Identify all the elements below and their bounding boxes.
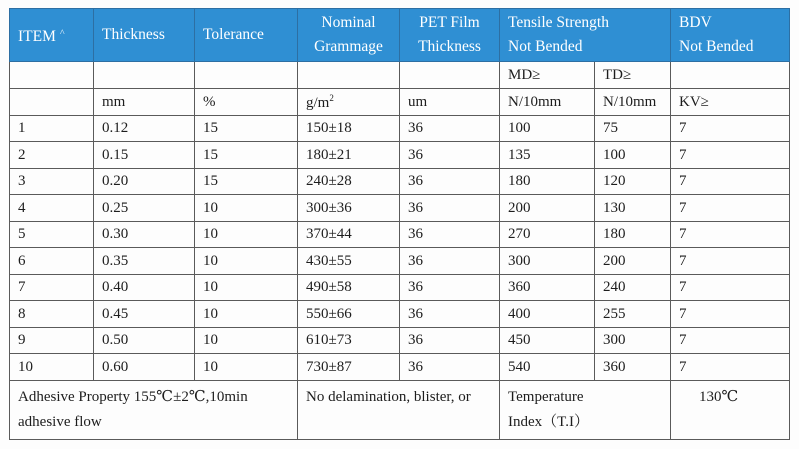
cell-pet: 36 <box>400 115 500 141</box>
cell-bdv: 7 <box>671 301 790 327</box>
cell-thickness: 0.35 <box>94 248 195 274</box>
footer-row <box>10 380 790 439</box>
table-row <box>10 301 790 327</box>
cell-grammage: 150±18 <box>298 115 400 141</box>
cell-pet: 36 <box>400 221 500 247</box>
table-row <box>10 221 790 247</box>
cell-grammage: 180±21 <box>298 142 400 168</box>
unit-grammage: $g/m^2$ <box>298 89 400 115</box>
cell-pet: 36 <box>400 354 500 380</box>
table-row <box>10 327 790 353</box>
cell-tolerance: 10 <box>195 195 298 221</box>
unit-pet: um <box>400 89 500 115</box>
cell-md: 450 <box>500 327 595 353</box>
cell-item: 1 <box>10 115 94 141</box>
subheader-blank <box>94 61 195 89</box>
adhesive-property-result: No delamination, blister, or <box>298 380 500 439</box>
temperature-index-value: 130℃ <box>671 380 790 439</box>
cell-td: 100 <box>595 142 671 168</box>
cell-bdv: 7 <box>671 115 790 141</box>
cell-bdv: 7 <box>671 168 790 194</box>
unit-bdv: KV≥ <box>671 89 790 115</box>
cell-item: 4 <box>10 195 94 221</box>
header-tolerance: Tolerance <box>195 9 298 62</box>
cell-tolerance: 15 <box>195 115 298 141</box>
cell-grammage: 610±73 <box>298 327 400 353</box>
cell-pet: 36 <box>400 195 500 221</box>
cell-tolerance: 10 <box>195 274 298 300</box>
subheader-blank <box>671 61 790 89</box>
specification-table <box>9 8 790 440</box>
unit-thickness: mm <box>94 89 195 115</box>
header-thickness: Thickness <box>94 9 195 62</box>
cell-tolerance: 10 <box>195 221 298 247</box>
header-tensile-strength: Tensile Strength Not Bended <box>500 9 671 62</box>
table-row <box>10 142 790 168</box>
cell-pet: 36 <box>400 274 500 300</box>
cell-thickness: 0.60 <box>94 354 195 380</box>
table-row <box>10 168 790 194</box>
cell-thickness: 0.20 <box>94 168 195 194</box>
cell-bdv: 7 <box>671 274 790 300</box>
cell-td: 360 <box>595 354 671 380</box>
header-grammage: Nominal Grammage <box>298 9 400 62</box>
cell-grammage: 370±44 <box>298 221 400 247</box>
cell-tolerance: 10 <box>195 327 298 353</box>
cell-item: 8 <box>10 301 94 327</box>
cell-thickness: 0.25 <box>94 195 195 221</box>
table-row <box>10 248 790 274</box>
subheader-blank <box>298 61 400 89</box>
units-row <box>10 89 790 115</box>
unit-md: N/10mm <box>500 89 595 115</box>
cell-tolerance: 15 <box>195 168 298 194</box>
cell-td: 130 <box>595 195 671 221</box>
cell-grammage: 550±66 <box>298 301 400 327</box>
cell-pet: 36 <box>400 142 500 168</box>
cell-grammage: 730±87 <box>298 354 400 380</box>
cell-item: 9 <box>10 327 94 353</box>
unit-td: N/10mm <box>595 89 671 115</box>
cell-md: 300 <box>500 248 595 274</box>
cell-grammage: 490±58 <box>298 274 400 300</box>
table-row <box>10 115 790 141</box>
subheader-row <box>10 61 790 89</box>
cell-bdv: 7 <box>671 221 790 247</box>
cell-grammage: 240±28 <box>298 168 400 194</box>
subheader-blank <box>400 61 500 89</box>
cell-pet: 36 <box>400 327 500 353</box>
header-item: ITEM ˄ <box>10 9 94 62</box>
cell-md: 100 <box>500 115 595 141</box>
cell-pet: 36 <box>400 168 500 194</box>
cell-td: 75 <box>595 115 671 141</box>
cell-pet: 36 <box>400 248 500 274</box>
table-row <box>10 195 790 221</box>
cell-bdv: 7 <box>671 195 790 221</box>
cell-item: 5 <box>10 221 94 247</box>
cell-md: 400 <box>500 301 595 327</box>
adhesive-property-label: Adhesive Property 155℃±2℃,10min adhesive flow <box>10 380 298 439</box>
cell-md: 180 <box>500 168 595 194</box>
cell-md: 360 <box>500 274 595 300</box>
cell-md: 200 <box>500 195 595 221</box>
header-bdv: BDV Not Bended <box>671 9 790 62</box>
header-row <box>10 9 790 62</box>
cell-thickness: 0.12 <box>94 115 195 141</box>
cell-tolerance: 10 <box>195 248 298 274</box>
cell-tolerance: 15 <box>195 142 298 168</box>
cell-grammage: 300±36 <box>298 195 400 221</box>
cell-td: 120 <box>595 168 671 194</box>
cell-td: 255 <box>595 301 671 327</box>
cell-item: 3 <box>10 168 94 194</box>
subheader-item-blank <box>10 61 94 89</box>
units-item-blank <box>10 89 94 115</box>
header-pet-thickness: PET Film Thickness <box>400 9 500 62</box>
subheader-td: TD≥ <box>595 61 671 89</box>
cell-thickness: 0.50 <box>94 327 195 353</box>
cell-grammage: 430±55 <box>298 248 400 274</box>
cell-td: 180 <box>595 221 671 247</box>
cell-md: 135 <box>500 142 595 168</box>
cell-bdv: 7 <box>671 327 790 353</box>
cell-bdv: 7 <box>671 354 790 380</box>
cell-thickness: 0.40 <box>94 274 195 300</box>
cell-item: 10 <box>10 354 94 380</box>
cell-bdv: 7 <box>671 248 790 274</box>
table-row <box>10 274 790 300</box>
temperature-index-label: Temperature Index（T.I） <box>500 380 671 439</box>
cell-tolerance: 10 <box>195 301 298 327</box>
table-row <box>10 354 790 380</box>
cell-td: 300 <box>595 327 671 353</box>
cell-item: 6 <box>10 248 94 274</box>
cell-md: 540 <box>500 354 595 380</box>
cell-thickness: 0.15 <box>94 142 195 168</box>
cell-td: 240 <box>595 274 671 300</box>
cell-td: 200 <box>595 248 671 274</box>
cell-md: 270 <box>500 221 595 247</box>
cell-pet: 36 <box>400 301 500 327</box>
cell-thickness: 0.45 <box>94 301 195 327</box>
cell-item: 2 <box>10 142 94 168</box>
subheader-md: MD≥ <box>500 61 595 89</box>
unit-tolerance: % <box>195 89 298 115</box>
cell-tolerance: 10 <box>195 354 298 380</box>
subheader-blank <box>195 61 298 89</box>
cell-bdv: 7 <box>671 142 790 168</box>
cell-item: 7 <box>10 274 94 300</box>
cell-thickness: 0.30 <box>94 221 195 247</box>
